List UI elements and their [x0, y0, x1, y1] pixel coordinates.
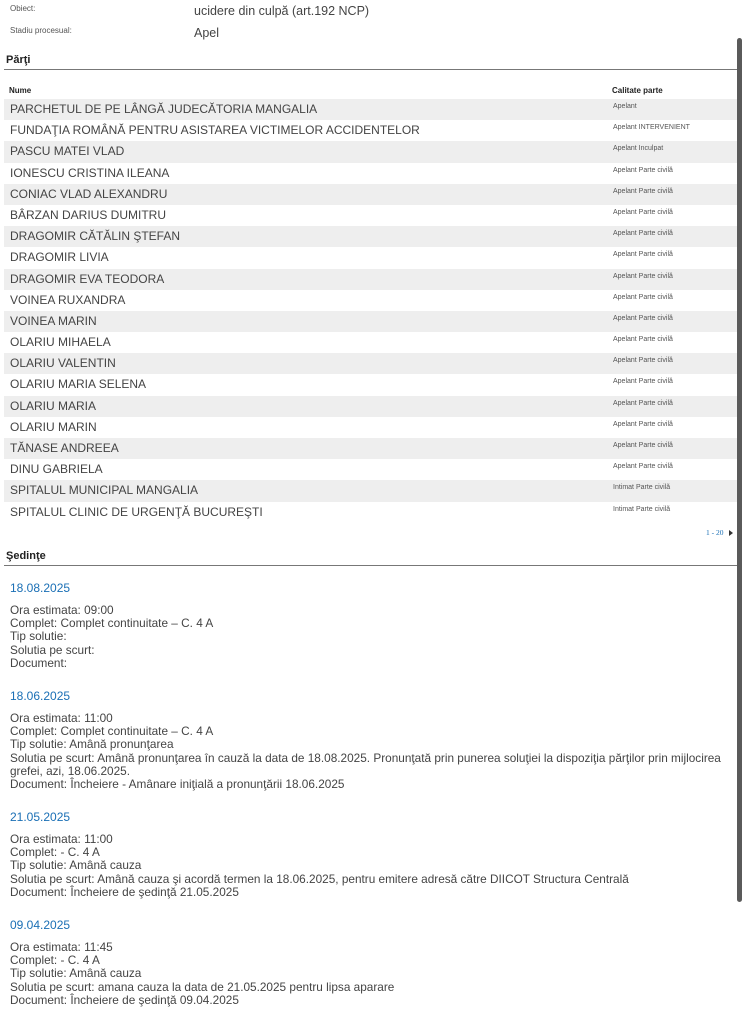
party-name: TĂNASE ANDREEA	[10, 441, 119, 455]
table-row	[4, 311, 737, 332]
pagination-range: 1 - 20	[706, 528, 724, 537]
party-role: Apelant Parte civilă	[613, 420, 673, 428]
party-role: Apelant Parte civilă	[613, 187, 673, 195]
stadiu-label: Stadiu procesual:	[10, 26, 72, 35]
session-block	[10, 689, 740, 791]
sedinte-divider	[4, 565, 737, 566]
party-role: Apelant Parte civilă	[613, 230, 673, 238]
col-header-name: Nume	[9, 86, 32, 95]
party-role: Apelant Parte civilă	[613, 357, 673, 365]
party-name: DRAGOMIR LIVIA	[10, 250, 109, 265]
table-row	[4, 417, 737, 438]
session-tip-solutie: Tip solutie: Amână cauza	[10, 858, 142, 873]
session-ora: Ora estimata: 11:45	[10, 940, 113, 954]
session-block	[10, 810, 740, 899]
session-document: Document: Încheiere - Amânare iniţială a pronunţării 18.06.2025	[10, 777, 345, 792]
party-role: Apelant Parte civilă	[613, 272, 673, 280]
table-row	[4, 141, 737, 162]
table-row	[4, 374, 737, 395]
party-name: PARCHETUL DE PE LÂNGĂ JUDECĂTORIA MANGALIA	[10, 102, 318, 116]
session-document: Document: Încheiere de şedinţă 21.05.2025	[10, 884, 239, 899]
session-date: 18.06.2025	[10, 689, 71, 703]
party-role: Apelant Parte civilă	[613, 336, 673, 344]
obiect-value: ucidere din culpă (art.192 NCP)	[194, 4, 370, 18]
party-name: OLARIU MARIA	[10, 398, 97, 413]
table-row	[4, 396, 737, 417]
party-name: BÂRZAN DARIUS DUMITRU	[10, 207, 167, 222]
col-header-role: Calitate parte	[612, 86, 663, 95]
table-row	[4, 120, 737, 141]
party-role: Apelant	[613, 103, 637, 110]
parties-table	[4, 99, 737, 523]
table-row	[4, 502, 737, 523]
session-date: 09.04.2025	[10, 918, 71, 932]
party-role: Apelant Parte civilă	[613, 166, 673, 174]
session-tip-solutie: Tip solutie:	[10, 629, 67, 644]
session-block	[10, 918, 740, 1007]
party-name: PASCU MATEI VLAD	[10, 144, 125, 159]
pagination[interactable]	[706, 528, 733, 537]
session-ora: Ora estimata: 11:00	[10, 711, 113, 725]
obiect-row	[10, 4, 730, 24]
party-name: VOINEA MARIN	[10, 313, 97, 328]
obiect-label: Obiect:	[10, 4, 36, 13]
party-role: Apelant Parte civilă	[613, 208, 673, 216]
party-role: Apelant Inculpat	[613, 145, 664, 153]
session-ora: Ora estimata: 11:00	[10, 832, 113, 846]
party-name: FUNDAŢIA ROMÂNĂ PENTRU ASISTAREA VICTIMELOR ACCIDENTELOR	[10, 123, 420, 138]
party-role: Apelant Parte civilă	[613, 399, 673, 407]
session-block	[10, 581, 740, 670]
session-ora: Ora estimata: 09:00	[10, 603, 114, 617]
table-row	[4, 269, 737, 290]
party-name: SPITALUL CLINIC DE URGENŢĂ BUCUREŞTI	[10, 504, 263, 519]
party-role: Apelant Parte civilă	[613, 293, 673, 301]
session-complet: Complet: Complet continuitate – C. 4 A	[10, 724, 214, 739]
session-document: Document: Încheiere de şedinţă 09.04.2025	[10, 992, 239, 1007]
party-name: VOINEA RUXANDRA	[10, 292, 126, 307]
parti-divider	[4, 69, 737, 70]
party-name: OLARIU MARIA SELENA	[10, 377, 147, 392]
party-name: DINU GABRIELA	[10, 462, 103, 477]
party-role: Apelant Parte civilă	[613, 314, 673, 322]
next-page-icon[interactable]	[729, 530, 733, 536]
party-role: Apelant Parte civilă	[613, 251, 673, 259]
session-solutia: Solutia pe scurt:	[10, 642, 95, 657]
table-row	[4, 99, 737, 120]
party-role: Intimat Parte civilă	[613, 505, 671, 513]
party-role: Apelant INTERVENIENT	[613, 124, 690, 132]
table-row	[4, 459, 737, 480]
table-row	[4, 247, 737, 268]
party-name: CONIAC VLAD ALEXANDRU	[10, 186, 168, 201]
session-complet: Complet: - C. 4 A	[10, 953, 100, 968]
table-row	[4, 332, 737, 353]
session-complet: Complet: - C. 4 A	[10, 845, 100, 860]
party-role: Apelant Parte civilă	[613, 442, 673, 449]
table-row	[4, 480, 737, 501]
party-name: OLARIU MIHAELA	[10, 335, 111, 350]
table-row	[4, 226, 737, 247]
sedinte-title: Şedinţe	[6, 550, 46, 562]
table-row	[4, 163, 737, 184]
session-solutia: Solutia pe scurt: Amână pronunţarea în cauză la data de 18.08.2025. Pronunţată prin punerea soluţiei la dispoziţia părţilor prin mijlocirea grefei, azi, 18.06.2025.	[10, 750, 721, 778]
session-date: 21.05.2025	[10, 810, 71, 824]
party-name: IONESCU CRISTINA ILEANA	[10, 165, 170, 180]
session-date: 18.08.2025	[10, 581, 71, 595]
party-role: Intimat Parte civilă	[613, 484, 671, 492]
session-tip-solutie: Tip solutie: Amână pronunţarea	[10, 737, 174, 752]
stadiu-value: Apel	[194, 26, 220, 40]
session-complet: Complet: Complet continuitate – C. 4 A	[10, 616, 214, 631]
session-solutia: Solutia pe scurt: amana cauza la data de 21.05.2025 pentru lipsa aparare	[10, 979, 395, 994]
session-solutia: Solutia pe scurt: Amână cauza şi acordă termen la 18.06.2025, pentru emitere adresă către DIICOT Structura Centrală	[10, 871, 629, 886]
party-role: Apelant Parte civilă	[613, 463, 673, 471]
table-row	[4, 438, 737, 459]
table-row	[4, 205, 737, 226]
party-name: SPITALUL MUNICIPAL MANGALIA	[10, 483, 199, 498]
vertical-scrollbar[interactable]	[737, 38, 742, 902]
session-tip-solutie: Tip solutie: Amână cauza	[10, 966, 142, 981]
parti-title: Părţi	[6, 54, 31, 66]
party-name: OLARIU VALENTIN	[10, 356, 116, 371]
party-name: DRAGOMIR EVA TEODORA	[10, 271, 165, 286]
table-row	[4, 290, 737, 311]
party-role: Apelant Parte civilă	[613, 378, 673, 386]
stadiu-row	[10, 26, 730, 46]
party-name: OLARIU MARIN	[10, 419, 97, 434]
table-row	[4, 184, 737, 205]
session-document: Document:	[10, 655, 68, 670]
party-name: DRAGOMIR CĂTĂLIN ŞTEFAN	[10, 229, 181, 244]
table-row	[4, 353, 737, 374]
